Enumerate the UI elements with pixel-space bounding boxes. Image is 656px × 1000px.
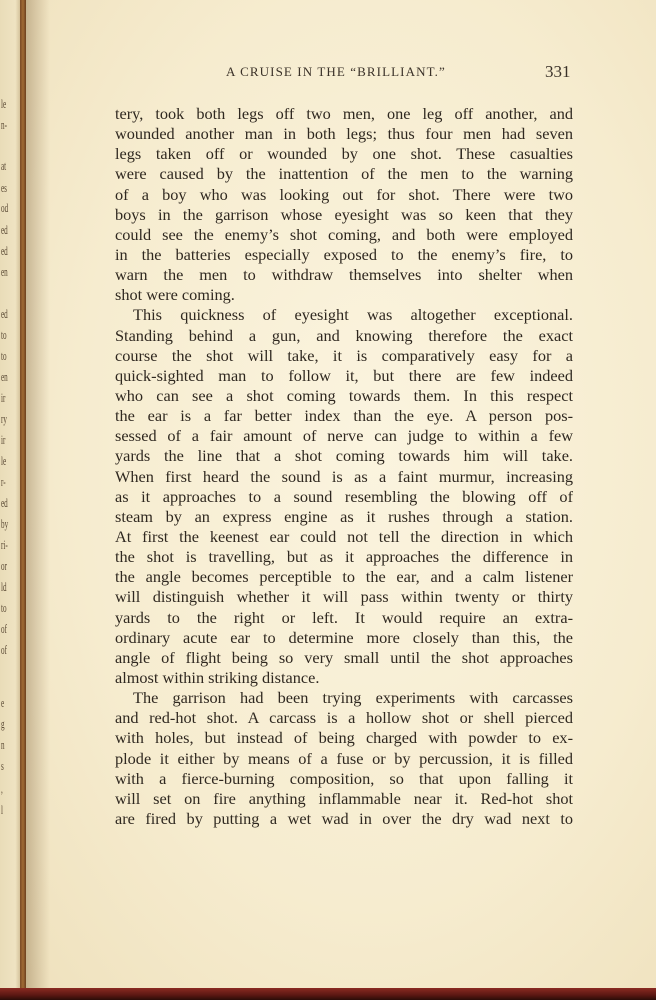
text-line: the ear is a far better index than the eye. A person pos- bbox=[115, 406, 573, 426]
facing-fragment: es bbox=[1, 180, 7, 195]
text-line: At first the keenest ear could not tell the direction in which bbox=[115, 526, 573, 546]
text-line: ordinary acute ear to determine more closely than this, the bbox=[115, 627, 573, 647]
text-line: are fired by putting a wet wad in over the dry wad next to bbox=[115, 808, 573, 828]
facing-fragment: n bbox=[1, 737, 5, 752]
text-line: and red-hot shot. A carcass is a hollow shot or shell pierced bbox=[115, 708, 573, 728]
text-line: tery, took both legs off two men, one leg off another, and bbox=[115, 104, 573, 123]
facing-fragment: ed bbox=[1, 495, 8, 510]
facing-fragment: ed bbox=[1, 306, 8, 321]
text-line: who can see a shot coming towards them. In this respect bbox=[115, 385, 573, 405]
facing-fragment: le bbox=[1, 96, 7, 111]
facing-page-edge bbox=[0, 0, 22, 1000]
book-bottom-edge bbox=[0, 988, 656, 1000]
facing-fragment: by bbox=[1, 516, 9, 531]
facing-fragment: e bbox=[1, 695, 5, 710]
facing-fragment: at bbox=[1, 158, 7, 173]
text-line: wounded another man in both legs; thus four men had seven bbox=[115, 124, 573, 144]
text-line: with a fierce-burning composition, so that upon falling it bbox=[115, 768, 573, 788]
facing-fragment: ed bbox=[1, 243, 8, 258]
facing-fragment: l bbox=[1, 802, 3, 817]
facing-fragment: or bbox=[1, 558, 7, 573]
text-line: boys in the garrison whose eyesight was so keen that they bbox=[115, 204, 573, 224]
text-line: course the shot will take, it is comparatively easy for a bbox=[115, 345, 573, 365]
facing-fragment: to bbox=[1, 327, 7, 342]
text-line: sessed of a fair amount of nerve can judge to within a few bbox=[115, 426, 573, 446]
text-line: yards to the right or left. It would require an extra- bbox=[115, 607, 573, 627]
facing-fragment: ld bbox=[1, 579, 7, 594]
text-line: could see the enemy’s shot coming, and both were employed bbox=[115, 224, 573, 244]
page-number: 331 bbox=[545, 62, 571, 81]
facing-fragment: ir bbox=[1, 432, 6, 447]
text-line: will distinguish whether it will pass within twenty or thirty bbox=[115, 587, 573, 607]
text-line: yards the line that a shot coming towards him will take. bbox=[115, 446, 573, 466]
text-line: Standing behind a gun, and knowing therefore the exact bbox=[115, 325, 573, 345]
text-line: the angle becomes perceptible to the ear, and a calm listener bbox=[115, 567, 573, 587]
facing-fragment: ry bbox=[1, 411, 7, 426]
facing-fragment: to bbox=[1, 348, 7, 363]
running-head: A CRUISE IN THE “BRILLIANT.” bbox=[226, 64, 446, 79]
text-line: the shot is travelling, but as it approaches the difference in bbox=[115, 547, 573, 567]
facing-fragment: to bbox=[1, 600, 7, 615]
facing-fragment: of bbox=[1, 642, 7, 657]
paragraph-start-line: This quickness of eyesight was altogether exceptional. bbox=[133, 305, 573, 325]
facing-fragment: r- bbox=[1, 474, 6, 489]
text-line: shot were coming. bbox=[115, 285, 235, 305]
text-line: of a boy who was looking out for shot. There were two bbox=[115, 184, 573, 204]
facing-fragment: en bbox=[1, 369, 8, 384]
text-line: legs taken off or wounded by one shot. These casualties bbox=[115, 144, 573, 164]
text-line: as it approaches to a sound resembling the blowing off of bbox=[115, 486, 573, 506]
gutter-shadow bbox=[26, 0, 50, 990]
facing-fragment: , bbox=[1, 781, 3, 796]
facing-fragment: ed bbox=[1, 222, 8, 237]
text-line: in the batteries especially exposed to the enemy’s fire, to bbox=[115, 244, 573, 264]
facing-fragment: en bbox=[1, 264, 8, 279]
text-line: were caused by the inattention of the men to the warning bbox=[115, 164, 573, 184]
text-line: plode it either by means of a fuse or by percussion, it is filled bbox=[115, 748, 573, 768]
text-line: almost within striking distance. bbox=[115, 667, 320, 687]
facing-fragment: ir bbox=[1, 390, 6, 405]
facing-fragment: ri- bbox=[1, 537, 8, 552]
paragraph-start-line: The garrison had been trying experiments with carcasses bbox=[133, 688, 573, 708]
facing-fragment: od bbox=[1, 200, 9, 215]
text-line: warn the men to withdraw themselves into shelter when bbox=[115, 265, 573, 285]
text-line: will set on fire anything inflammable near it. Red-hot shot bbox=[115, 788, 573, 808]
facing-fragment: of bbox=[1, 621, 7, 636]
body-text bbox=[115, 104, 573, 829]
text-line: with holes, but instead of being charged with powder to ex- bbox=[115, 728, 573, 748]
facing-fragment: n- bbox=[1, 117, 7, 132]
facing-fragment: le bbox=[1, 453, 7, 468]
facing-fragment: s bbox=[1, 758, 4, 773]
text-line: steam by an express engine as it rushes through a station. bbox=[115, 506, 573, 526]
text-line: When first heard the sound is as a faint murmur, increasing bbox=[115, 466, 573, 486]
facing-fragment: g bbox=[1, 716, 5, 731]
text-line: angle of flight being so very small until the shot approaches bbox=[115, 647, 573, 667]
text-line: quick-sighted man to follow it, but there are few indeed bbox=[115, 365, 573, 385]
